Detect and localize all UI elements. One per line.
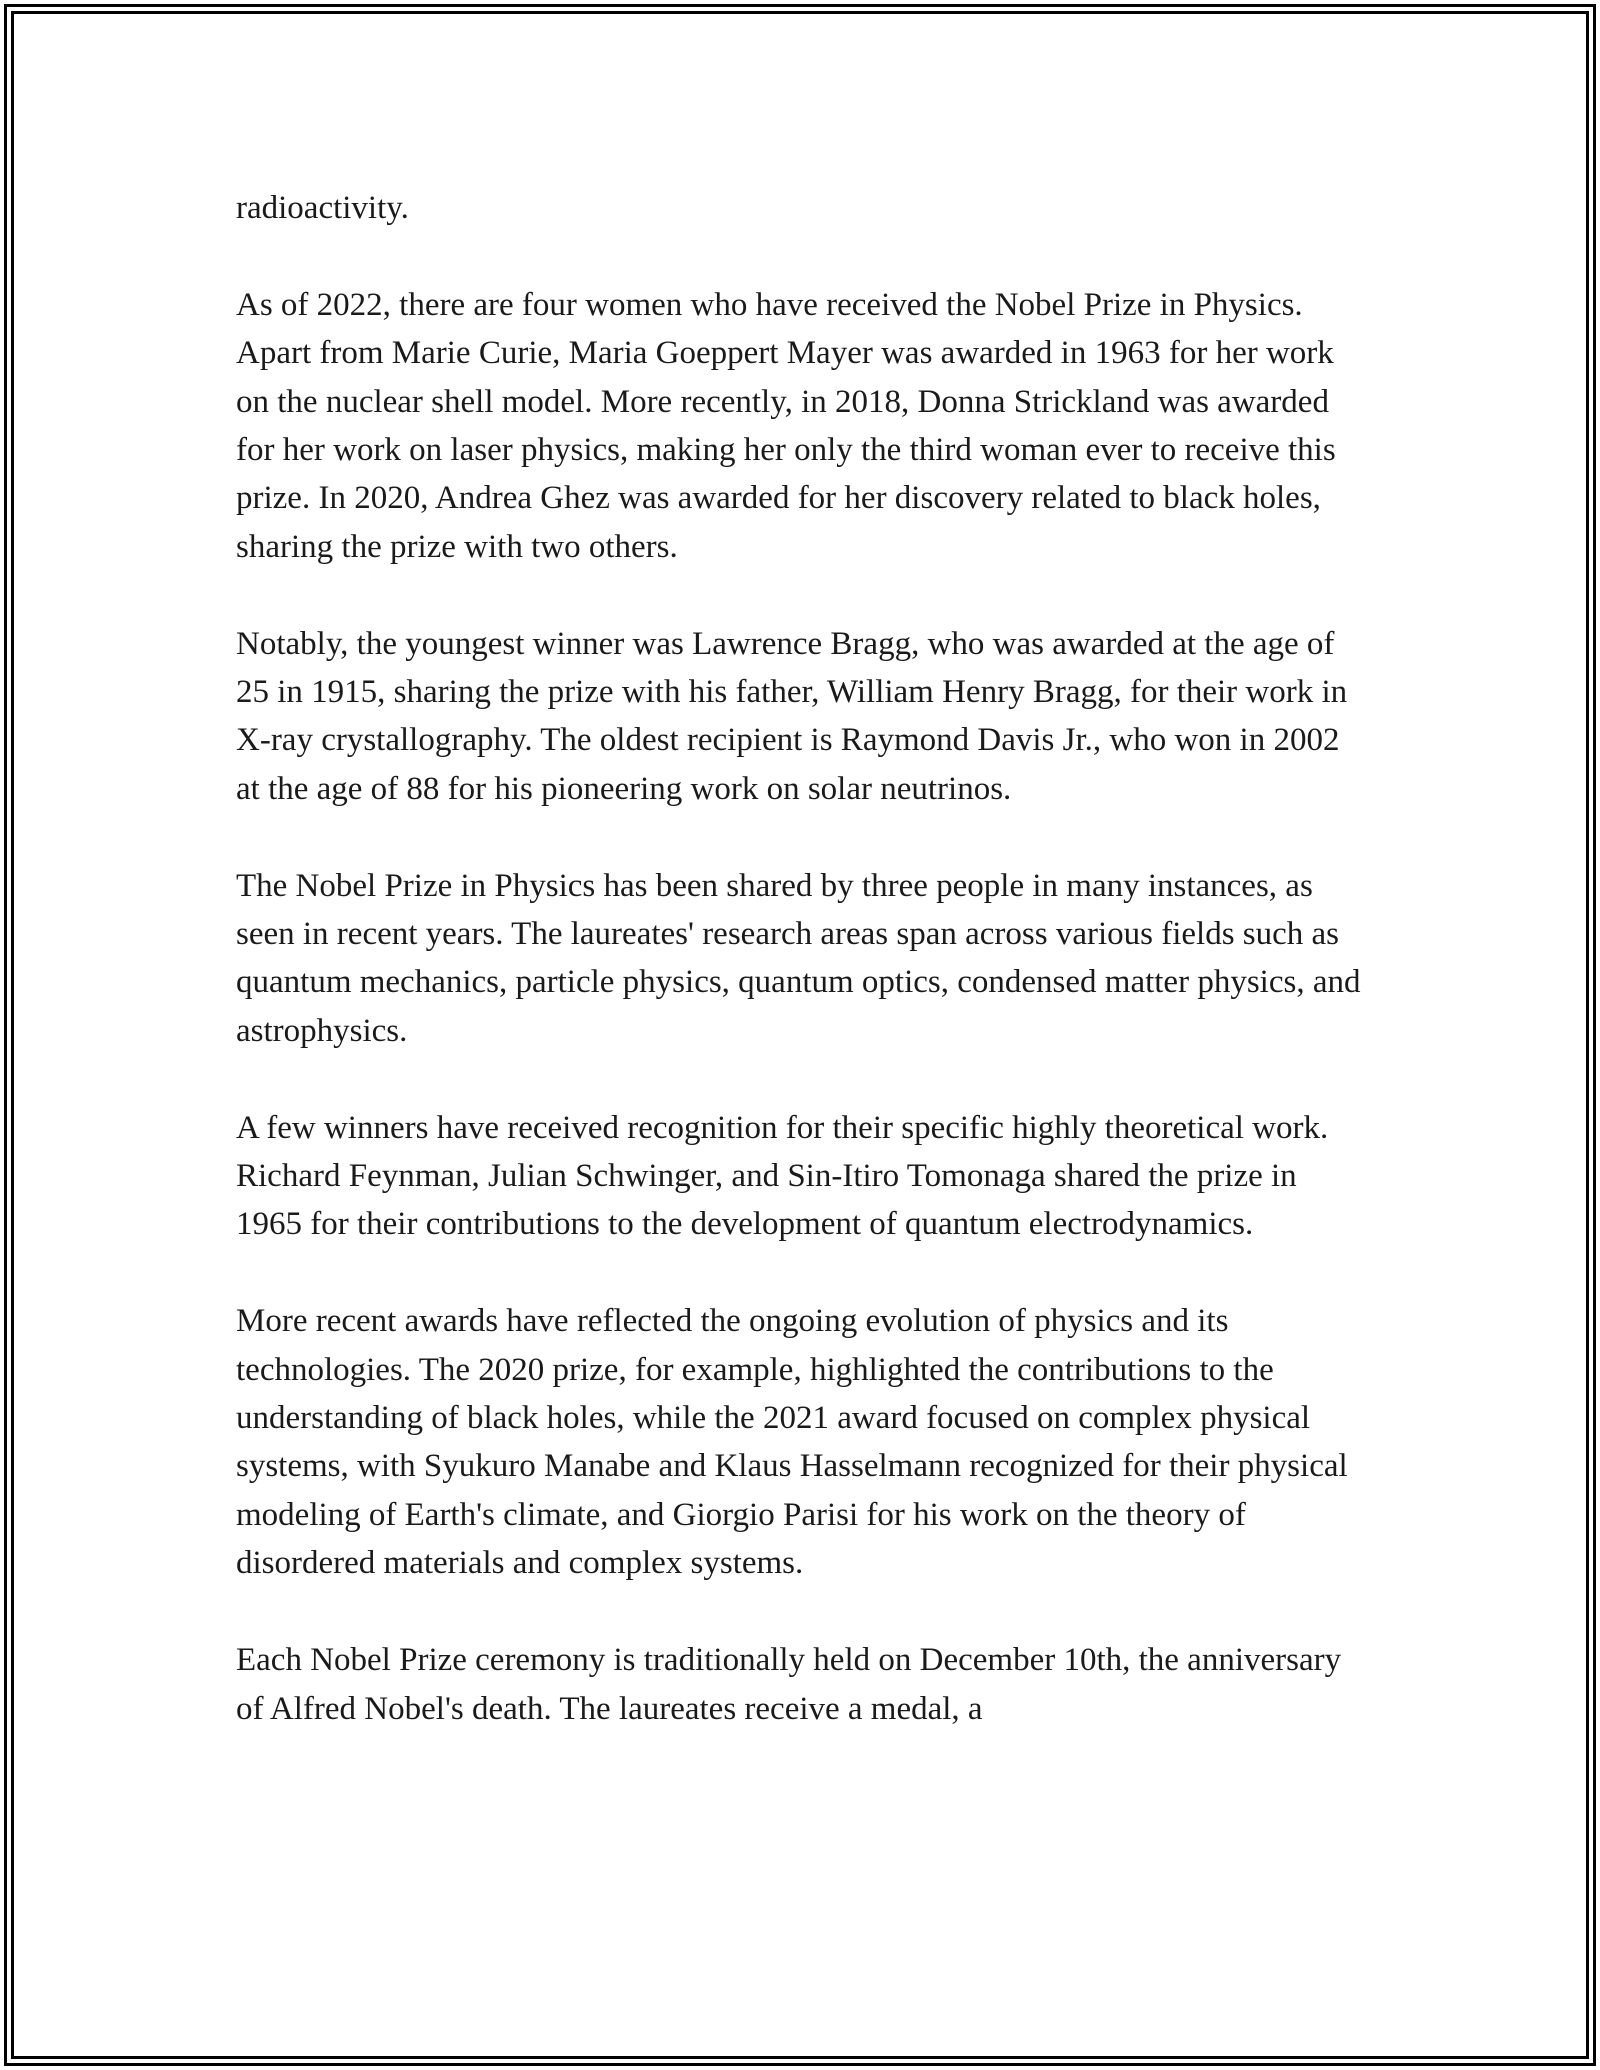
paragraph-5: A few winners have received recognition for their specific highly theoretical work. Richard Feynman, Julian Schwinger, and Sin-Itiro Tomonaga shared the prize in 1965 for their contributions to the development of quantum electrodynamics.	[236, 1109, 1329, 1243]
paragraph-4: The Nobel Prize in Physics has been shared by three people in many instances, as seen in recent years. The laureates' research areas span across various fields such as quantum mechanics, particle physics, quantum optics, condensed matter physics, and astrophysics.	[236, 867, 1361, 1049]
document-body	[236, 184, 1366, 1733]
paragraph-3: Notably, the youngest winner was Lawrence Bragg, who was awarded at the age of 25 in 1915, sharing the prize with his father, William Henry Bragg, for their work in X-ray crystallography. The oldest recipient is Raymond Davis Jr., who won in 2002 at the age of 88 for his pioneering work on solar neutrinos.	[236, 625, 1348, 807]
paragraph-2: As of 2022, there are four women who have received the Nobel Prize in Physics. Apart from Marie Curie, Maria Goeppert Mayer was awarded in 1963 for her work on the nuclear shell model. More recently, in 2018, Donna Strickland was awarded for her work on laser physics, making her only the third woman ever to receive this prize. In 2020, Andrea Ghez was awarded for her discovery related to black holes, sharing the prize with two others.	[236, 286, 1336, 565]
paragraph-7: Each Nobel Prize ceremony is traditionally held on December 10th, the anniversary of Alfred Nobel's death. The laureates receive a medal, a	[236, 1642, 1342, 1727]
paragraph-6: More recent awards have reflected the ongoing evolution of physics and its technologies. The 2020 prize, for example, highlighted the contributions to the understanding of black holes, while the 2021 award focused on complex physical systems, with Syukuro Manabe and Klaus Hasselmann recognized for their physical modeling of Earth's climate, and Giorgio Parisi for his work on the theory of disordered materials and complex systems.	[236, 1303, 1348, 1582]
paragraph-1: radioactivity.	[236, 190, 409, 226]
